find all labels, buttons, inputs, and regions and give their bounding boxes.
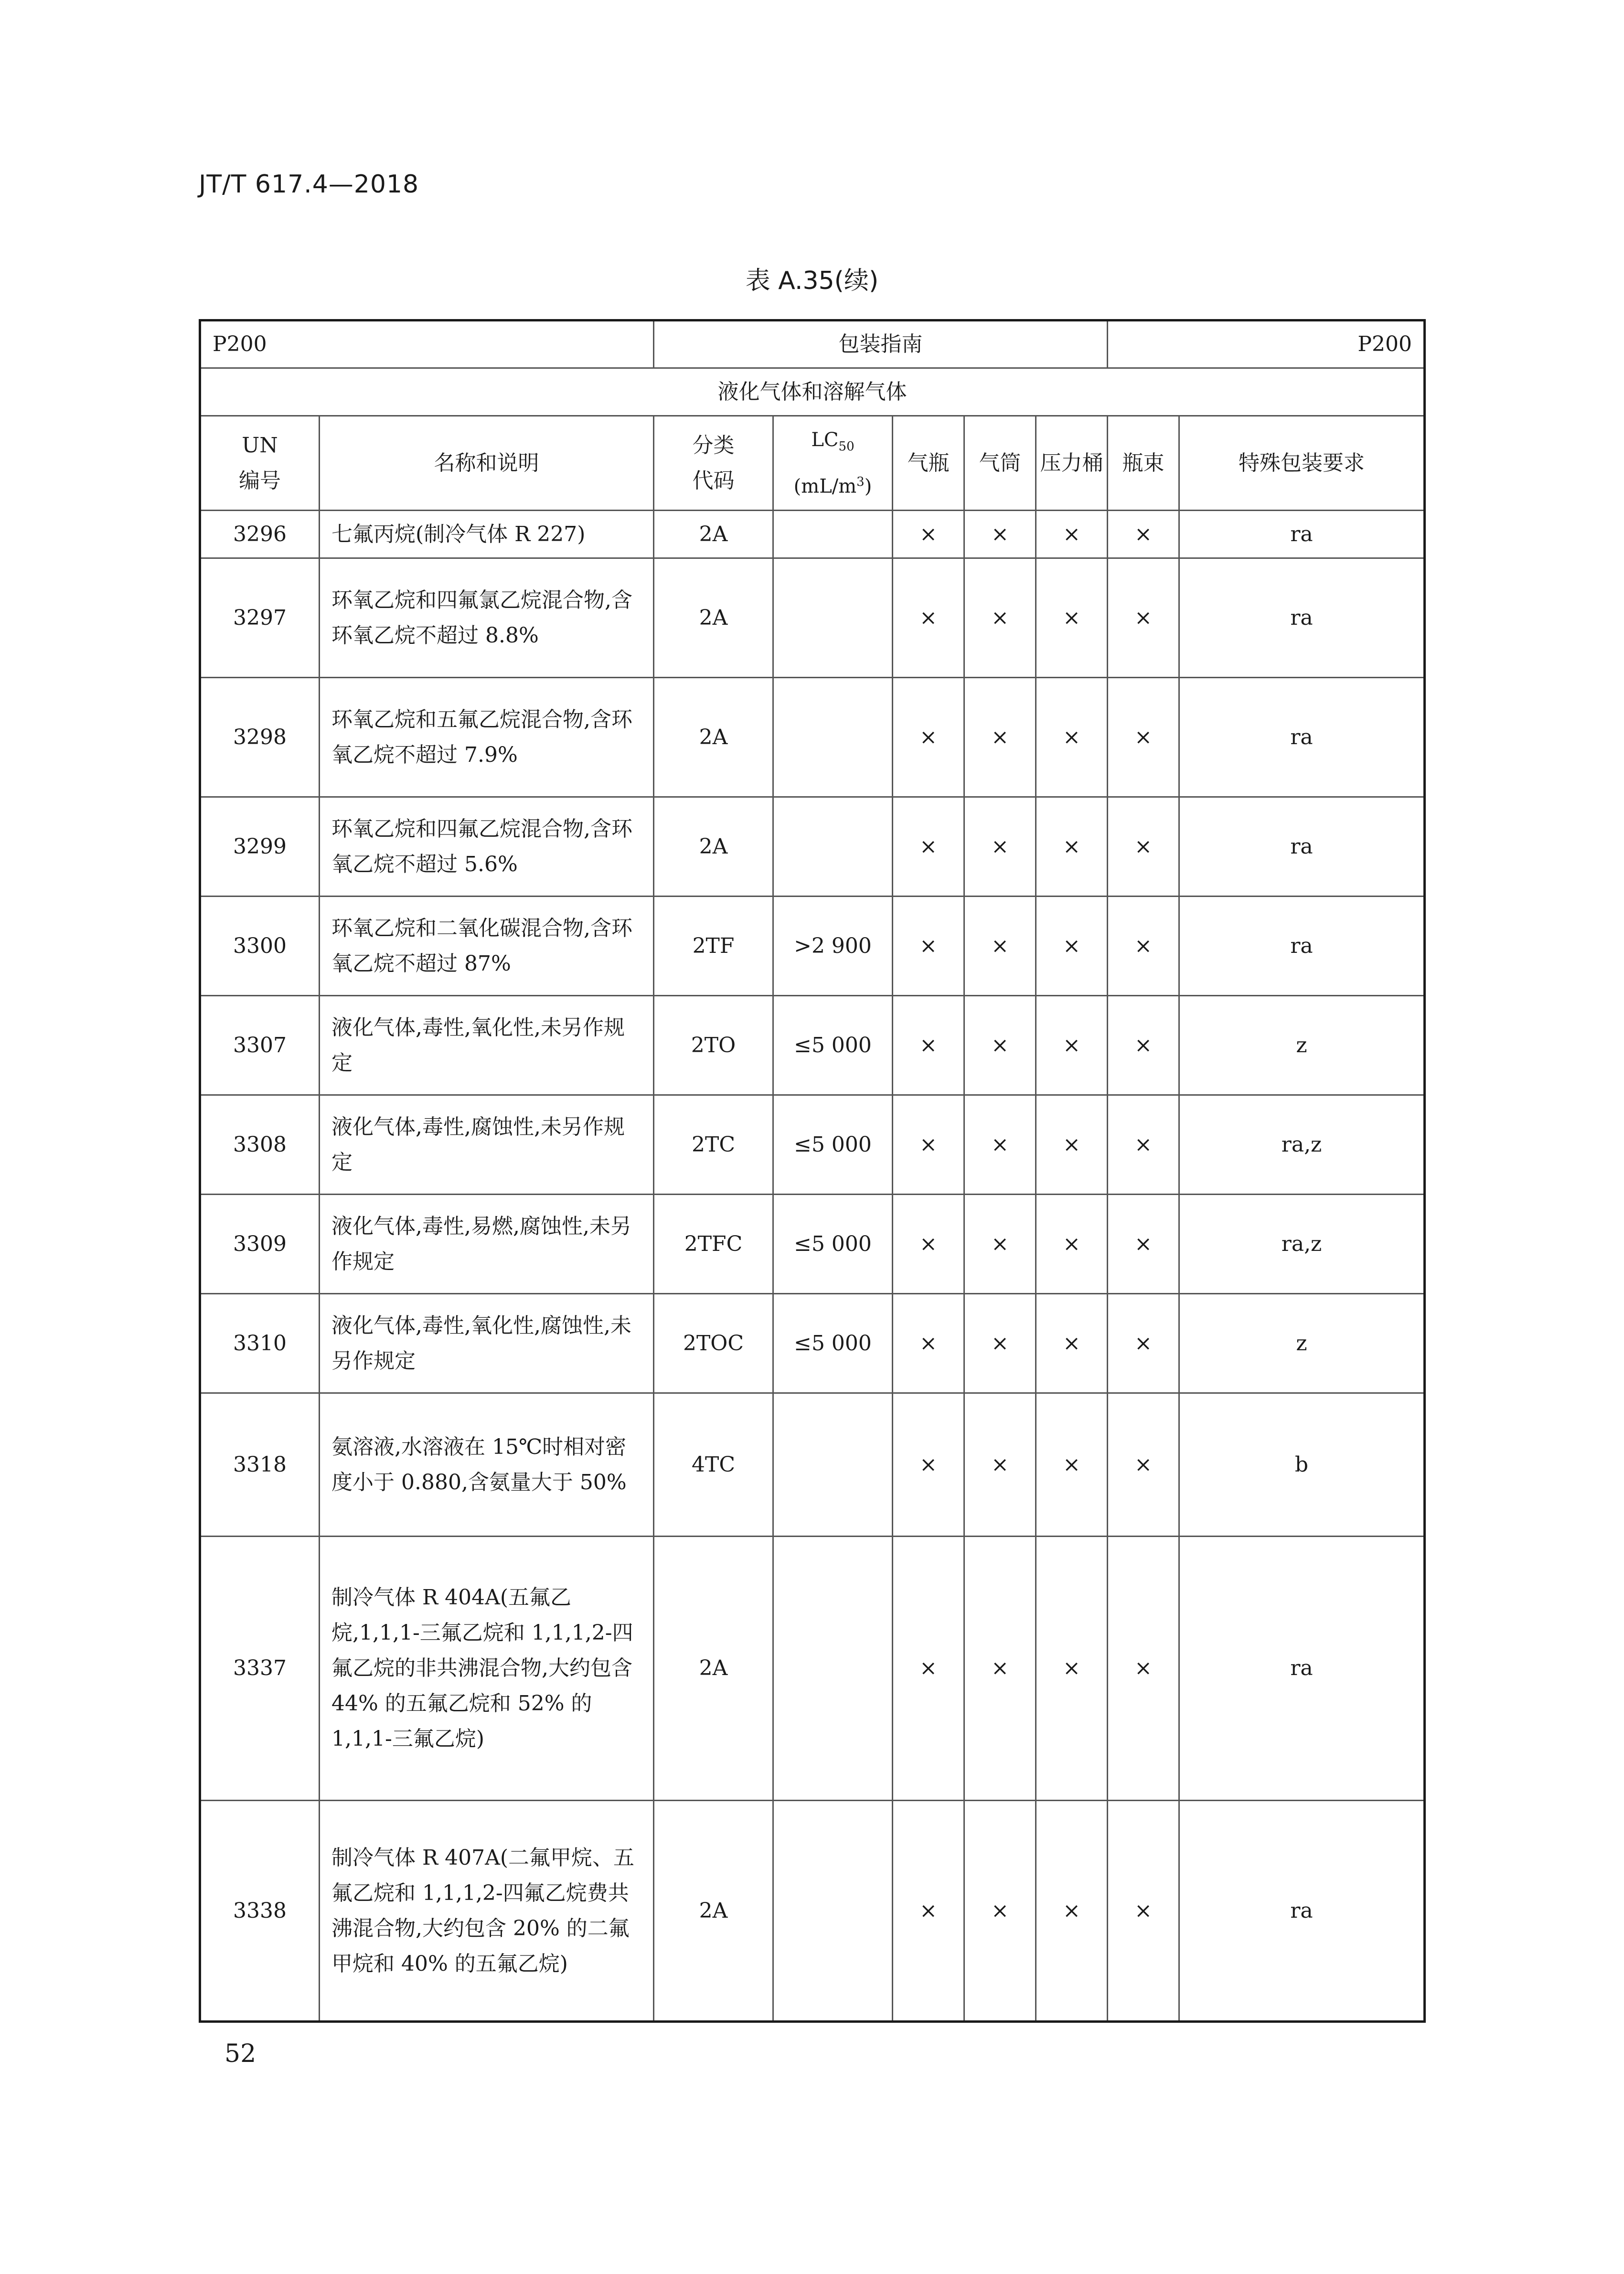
header-class-code: 分类 代码 — [654, 416, 773, 511]
cell-lc50: ≤5 000 — [773, 1294, 893, 1393]
cell-un: 3310 — [200, 1294, 320, 1393]
cell-cylinder: × — [893, 1294, 964, 1393]
cell-un: 3308 — [200, 1095, 320, 1195]
cell-name: 制冷气体 R 407A(二氟甲烷、五氟乙烷和 1,1,1,2-四氟乙烷费共沸混合物,大约包含 20% 的二氟甲烷和 40% 的五氟乙烷) — [320, 1801, 654, 2022]
header-un: UN 编号 — [200, 416, 320, 511]
table-row — [200, 797, 1425, 897]
cell-lc50 — [773, 1801, 893, 2022]
table-row — [200, 1801, 1425, 2022]
cell-un: 3296 — [200, 511, 320, 558]
cell-un: 3300 — [200, 897, 320, 996]
cell-bundle: × — [1108, 996, 1179, 1095]
cell-name: 氨溶液,水溶液在 15℃时相对密度小于 0.880,含氨量大于 50% — [320, 1393, 654, 1537]
cell-cylinder: × — [893, 1801, 964, 2022]
cell-cylinder: × — [893, 1095, 964, 1195]
cell-tube: × — [964, 1095, 1036, 1195]
table-row — [200, 1294, 1425, 1393]
cell-cylinder: × — [893, 678, 964, 797]
cell-lc50 — [773, 797, 893, 897]
cell-special: ra — [1179, 1537, 1425, 1801]
instruction-title: 包装指南 — [654, 320, 1108, 368]
cell-pressure-drum: × — [1036, 897, 1108, 996]
cell-tube: × — [964, 1195, 1036, 1294]
cell-special: ra,z — [1179, 1195, 1425, 1294]
cell-cylinder: × — [893, 1537, 964, 1801]
cell-special: z — [1179, 996, 1425, 1095]
cell-lc50: ≤5 000 — [773, 1095, 893, 1195]
cell-name: 制冷气体 R 404A(五氟乙烷,1,1,1-三氟乙烷和 1,1,1,2-四氟乙烷的非共沸混合物,大约包含 44% 的五氟乙烷和 52% 的 1,1,1-三氟乙烷) — [320, 1537, 654, 1801]
cell-un: 3297 — [200, 558, 320, 678]
cell-lc50 — [773, 1393, 893, 1537]
cell-code: 2TOC — [654, 1294, 773, 1393]
cell-pressure-drum: × — [1036, 1537, 1108, 1801]
cell-bundle: × — [1108, 1294, 1179, 1393]
cell-code: 2TF — [654, 897, 773, 996]
cell-lc50 — [773, 1537, 893, 1801]
cell-un: 3299 — [200, 797, 320, 897]
cell-cylinder: × — [893, 1195, 964, 1294]
cell-pressure-drum: × — [1036, 1095, 1108, 1195]
header-name: 名称和说明 — [320, 416, 654, 511]
table-row — [200, 996, 1425, 1095]
cell-bundle: × — [1108, 558, 1179, 678]
cell-lc50 — [773, 511, 893, 558]
cell-code: 2A — [654, 1537, 773, 1801]
cell-pressure-drum: × — [1036, 678, 1108, 797]
cell-code: 2A — [654, 678, 773, 797]
cell-cylinder: × — [893, 511, 964, 558]
cell-bundle: × — [1108, 678, 1179, 797]
cell-bundle: × — [1108, 1095, 1179, 1195]
header-cylinder: 气瓶 — [893, 416, 964, 511]
table-body — [200, 320, 1425, 2022]
cell-un: 3318 — [200, 1393, 320, 1537]
cell-pressure-drum: × — [1036, 797, 1108, 897]
cell-special: ra — [1179, 678, 1425, 797]
cell-name: 环氧乙烷和五氟乙烷混合物,含环氧乙烷不超过 7.9% — [320, 678, 654, 797]
cell-special: ra — [1179, 511, 1425, 558]
cell-name: 环氧乙烷和四氟氯乙烷混合物,含环氧乙烷不超过 8.8% — [320, 558, 654, 678]
lc50-subscript: 50 — [838, 439, 855, 454]
cell-un: 3338 — [200, 1801, 320, 2022]
cell-un: 3309 — [200, 1195, 320, 1294]
cell-cylinder: × — [893, 797, 964, 897]
cell-tube: × — [964, 996, 1036, 1095]
cell-cylinder: × — [893, 558, 964, 678]
cell-special: b — [1179, 1393, 1425, 1537]
cell-pressure-drum: × — [1036, 1294, 1108, 1393]
header-special: 特殊包装要求 — [1179, 416, 1425, 511]
cell-pressure-drum: × — [1036, 1393, 1108, 1537]
cell-name: 环氧乙烷和二氧化碳混合物,含环氧乙烷不超过 87% — [320, 897, 654, 996]
header-lc50 — [773, 416, 893, 511]
cell-lc50: ≤5 000 — [773, 1195, 893, 1294]
cell-name: 环氧乙烷和四氟乙烷混合物,含环氧乙烷不超过 5.6% — [320, 797, 654, 897]
cell-pressure-drum: × — [1036, 996, 1108, 1095]
lc50-unit: (mL/m — [793, 475, 857, 498]
cell-tube: × — [964, 558, 1036, 678]
cell-bundle: × — [1108, 1537, 1179, 1801]
cell-bundle: × — [1108, 797, 1179, 897]
cell-pressure-drum: × — [1036, 558, 1108, 678]
cell-tube: × — [964, 1294, 1036, 1393]
table-row — [200, 558, 1425, 678]
cell-name: 液化气体,毒性,氧化性,未另作规定 — [320, 996, 654, 1095]
cell-lc50 — [773, 558, 893, 678]
cell-name: 液化气体,毒性,易燃,腐蚀性,未另作规定 — [320, 1195, 654, 1294]
cell-lc50 — [773, 678, 893, 797]
cell-cylinder: × — [893, 996, 964, 1095]
cell-code: 2TO — [654, 996, 773, 1095]
cell-code: 2A — [654, 797, 773, 897]
lc50-unit-superscript: 3 — [856, 474, 865, 489]
cell-name: 液化气体,毒性,氧化性,腐蚀性,未另作规定 — [320, 1294, 654, 1393]
lc50-unit-close: ) — [864, 475, 872, 498]
cell-un: 3298 — [200, 678, 320, 797]
cell-lc50: >2 900 — [773, 897, 893, 996]
cell-pressure-drum: × — [1036, 1801, 1108, 2022]
standard-code: JT/T 617.4—2018 — [199, 170, 419, 199]
cell-special: ra,z — [1179, 1095, 1425, 1195]
cell-un: 3337 — [200, 1537, 320, 1801]
page-number: 52 — [224, 2039, 256, 2068]
cell-tube: × — [964, 897, 1036, 996]
instruction-code-right: P200 — [1108, 320, 1425, 368]
cell-pressure-drum: × — [1036, 1195, 1108, 1294]
cell-tube: × — [964, 511, 1036, 558]
table-row — [200, 511, 1425, 558]
cell-bundle: × — [1108, 1195, 1179, 1294]
header-tube: 气筒 — [964, 416, 1036, 511]
cell-cylinder: × — [893, 1393, 964, 1537]
cell-special: ra — [1179, 897, 1425, 996]
cell-special: ra — [1179, 797, 1425, 897]
cell-code: 2A — [654, 558, 773, 678]
cell-tube: × — [964, 797, 1036, 897]
cell-bundle: × — [1108, 511, 1179, 558]
section-title-row — [200, 368, 1425, 416]
instruction-header-row — [200, 320, 1425, 368]
table-row — [200, 1095, 1425, 1195]
table-row — [200, 1393, 1425, 1537]
instruction-code-left: P200 — [200, 320, 654, 368]
cell-tube: × — [964, 1537, 1036, 1801]
cell-code: 4TC — [654, 1393, 773, 1537]
lc50-base: LC — [811, 428, 839, 451]
column-header-row — [200, 416, 1425, 511]
cell-name: 液化气体,毒性,腐蚀性,未另作规定 — [320, 1095, 654, 1195]
cell-special: ra — [1179, 1801, 1425, 2022]
cell-code: 2A — [654, 511, 773, 558]
table-row — [200, 678, 1425, 797]
table-row — [200, 1537, 1425, 1801]
table-row — [200, 897, 1425, 996]
cell-tube: × — [964, 678, 1036, 797]
cell-tube: × — [964, 1393, 1036, 1537]
cell-tube: × — [964, 1801, 1036, 2022]
cell-bundle: × — [1108, 1393, 1179, 1537]
cell-bundle: × — [1108, 897, 1179, 996]
cell-code: 2TFC — [654, 1195, 773, 1294]
cell-pressure-drum: × — [1036, 511, 1108, 558]
table-row — [200, 1195, 1425, 1294]
cell-bundle: × — [1108, 1801, 1179, 2022]
packing-instruction-table — [199, 319, 1426, 2023]
section-title: 液化气体和溶解气体 — [200, 368, 1425, 416]
header-pressure-drum: 压力桶 — [1036, 416, 1108, 511]
cell-code: 2TC — [654, 1095, 773, 1195]
table-title: 表 A.35(续) — [745, 267, 879, 295]
cell-name: 七氟丙烷(制冷气体 R 227) — [320, 511, 654, 558]
cell-special: z — [1179, 1294, 1425, 1393]
cell-code: 2A — [654, 1801, 773, 2022]
cell-cylinder: × — [893, 897, 964, 996]
cell-lc50: ≤5 000 — [773, 996, 893, 1095]
cell-un: 3307 — [200, 996, 320, 1095]
cell-special: ra — [1179, 558, 1425, 678]
header-bundle: 瓶束 — [1108, 416, 1179, 511]
